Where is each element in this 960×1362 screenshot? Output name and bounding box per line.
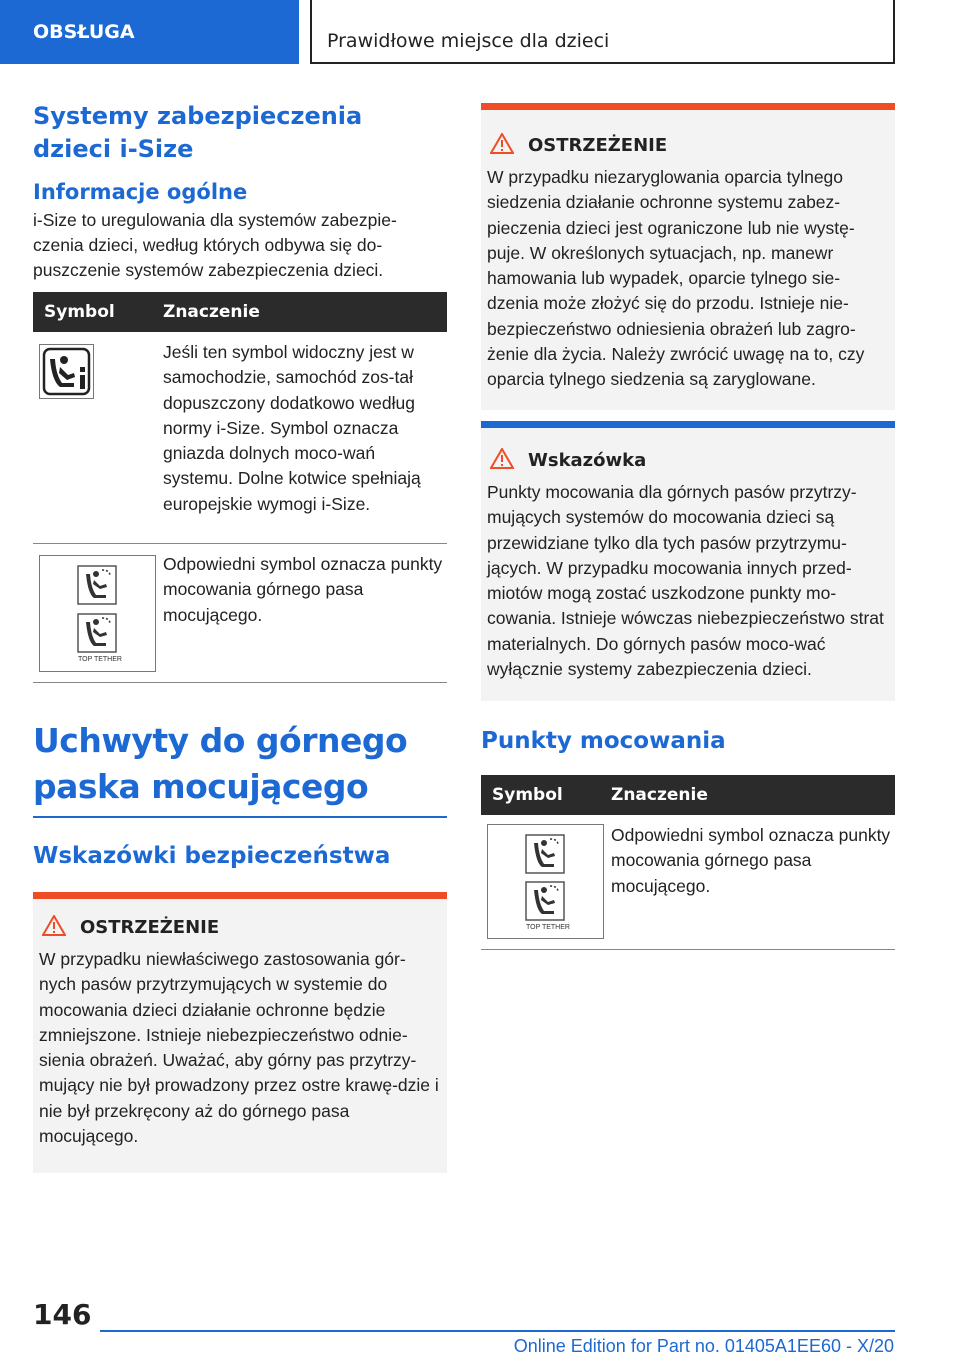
warning-title: OSTRZEŻENIE bbox=[80, 917, 220, 938]
warning-title-row bbox=[487, 131, 889, 161]
warning-title: OSTRZEŻENIE bbox=[528, 135, 668, 156]
right-column bbox=[481, 103, 895, 950]
edition-text: Online Edition for Part no. 01405A1EE60 - X/20 bbox=[513, 1336, 894, 1356]
page-number: 146 bbox=[33, 1298, 92, 1331]
safety-notes-heading: Wskazówki bezpieczeństwa bbox=[33, 843, 391, 869]
isofix-child-seat-icon bbox=[39, 344, 94, 399]
col-symbol: Symbol bbox=[492, 785, 563, 805]
isofix-description: Jeśli ten symbol widoczny jest w samochodzie, samochód zos-tał dopuszczony dodatkowo według normy i-Size. Symbol oznacza gniazda dolnych moco-wań systemu. Dolne kotwice spełniają europejskie wymogi i-Size. bbox=[163, 342, 421, 514]
warning-box bbox=[33, 899, 447, 1173]
warning-text: W przypadku niewłaściwego zastosowania gór-nych pasów przytrzymujących w systemie do mocowania dzieci działanie ochronne będzie zmniejszone. Istnieje niebezpieczeństwo odnie-sienia obrażeń. Uważać, aby górny pas przytrzy-mujący nie był prowadzony przez ostre krawę-dzie i nie był przekręcony aż do górnego pasa mocującego. bbox=[39, 949, 439, 1147]
chapter-title: Prawidłowe miejsce dla dzieci bbox=[310, 0, 895, 64]
col-meaning: Znaczenie bbox=[611, 785, 708, 805]
warning-title-row bbox=[39, 913, 441, 943]
left-column bbox=[33, 100, 447, 1173]
warning-text: W przypadku niezaryglowania oparcia tylnego siedzenia działanie ochronne systemu zabez-pieczenia dzieci jest ograniczone lub nie wystę-puje. W określonych sytuacjach, np. manewr hamowania lub wypadek, oparcie tylnego sie-dzenia może złożyć się do przodu. Istnieje nie-bezpieczeństwo odniesienia obrażeń lub zagro-żenie dla życia. Należy zwrócić uwagę na to, czy oparcia tylnego siedzenia są zaryglowane. bbox=[487, 167, 865, 390]
isize-symbol-table bbox=[33, 292, 447, 683]
top-tether-icon bbox=[487, 824, 604, 939]
table-header bbox=[481, 775, 895, 815]
top-tether-caption: TOP TETHER bbox=[526, 924, 570, 931]
warning-triangle-icon bbox=[42, 915, 66, 936]
table-row bbox=[33, 332, 447, 544]
section-tab: OBSŁUGA bbox=[0, 0, 299, 64]
table-row bbox=[481, 815, 895, 950]
note-text: Punkty mocowania dla górnych pasów przytrzy-mujących systemów do mocowania dzieci są przewidziane tylko dla tych pasów przytrzymu-jących. W przypadku mocowania innych przed-miotów mogą zostać uszkodzone punkty mo-cowania. Istnieje wówczas niebezpieczeństwo strat materialnych. Do górnych pasów moco-wać wyłącznie systemy zabezpieczenia dzieci. bbox=[487, 482, 884, 680]
tether-section-title: Uchwyty do górnego paska mocującego bbox=[33, 721, 408, 806]
warning-triangle-icon bbox=[490, 448, 514, 469]
top-tether-caption: TOP TETHER bbox=[78, 656, 122, 663]
footer-divider bbox=[100, 1330, 895, 1332]
top-tether-description: Odpowiedni symbol oznacza punkty mocowania górnego pasa mocującego. bbox=[611, 825, 891, 896]
section-divider bbox=[33, 816, 447, 818]
col-meaning: Znaczenie bbox=[163, 302, 260, 322]
warning-box bbox=[481, 110, 895, 410]
col-symbol: Symbol bbox=[44, 302, 115, 322]
warning-bar bbox=[33, 892, 447, 899]
note-box bbox=[481, 428, 895, 701]
isize-title: Systemy zabezpieczenia dzieci i-Size bbox=[33, 102, 363, 163]
warning-bar bbox=[481, 103, 895, 110]
isize-intro: i-Size to uregulowania dla systemów zabezpie-czenia dzieci, według których odbywa się do-puszczenie systemów zabezpieczenia dzieci. bbox=[33, 210, 397, 280]
note-title: Wskazówka bbox=[528, 450, 647, 471]
table-row bbox=[33, 544, 447, 683]
warning-triangle-icon bbox=[490, 133, 514, 154]
general-info-heading: Informacje ogólne bbox=[33, 180, 248, 204]
top-tether-description: Odpowiedni symbol oznacza punkty mocowania górnego pasa mocującego. bbox=[163, 554, 443, 625]
table-header bbox=[33, 292, 447, 332]
note-title-row bbox=[487, 446, 889, 476]
anchor-symbol-table bbox=[481, 775, 895, 950]
note-bar bbox=[481, 421, 895, 428]
anchor-points-heading: Punkty mocowania bbox=[481, 728, 726, 754]
top-tether-icon bbox=[39, 555, 156, 672]
